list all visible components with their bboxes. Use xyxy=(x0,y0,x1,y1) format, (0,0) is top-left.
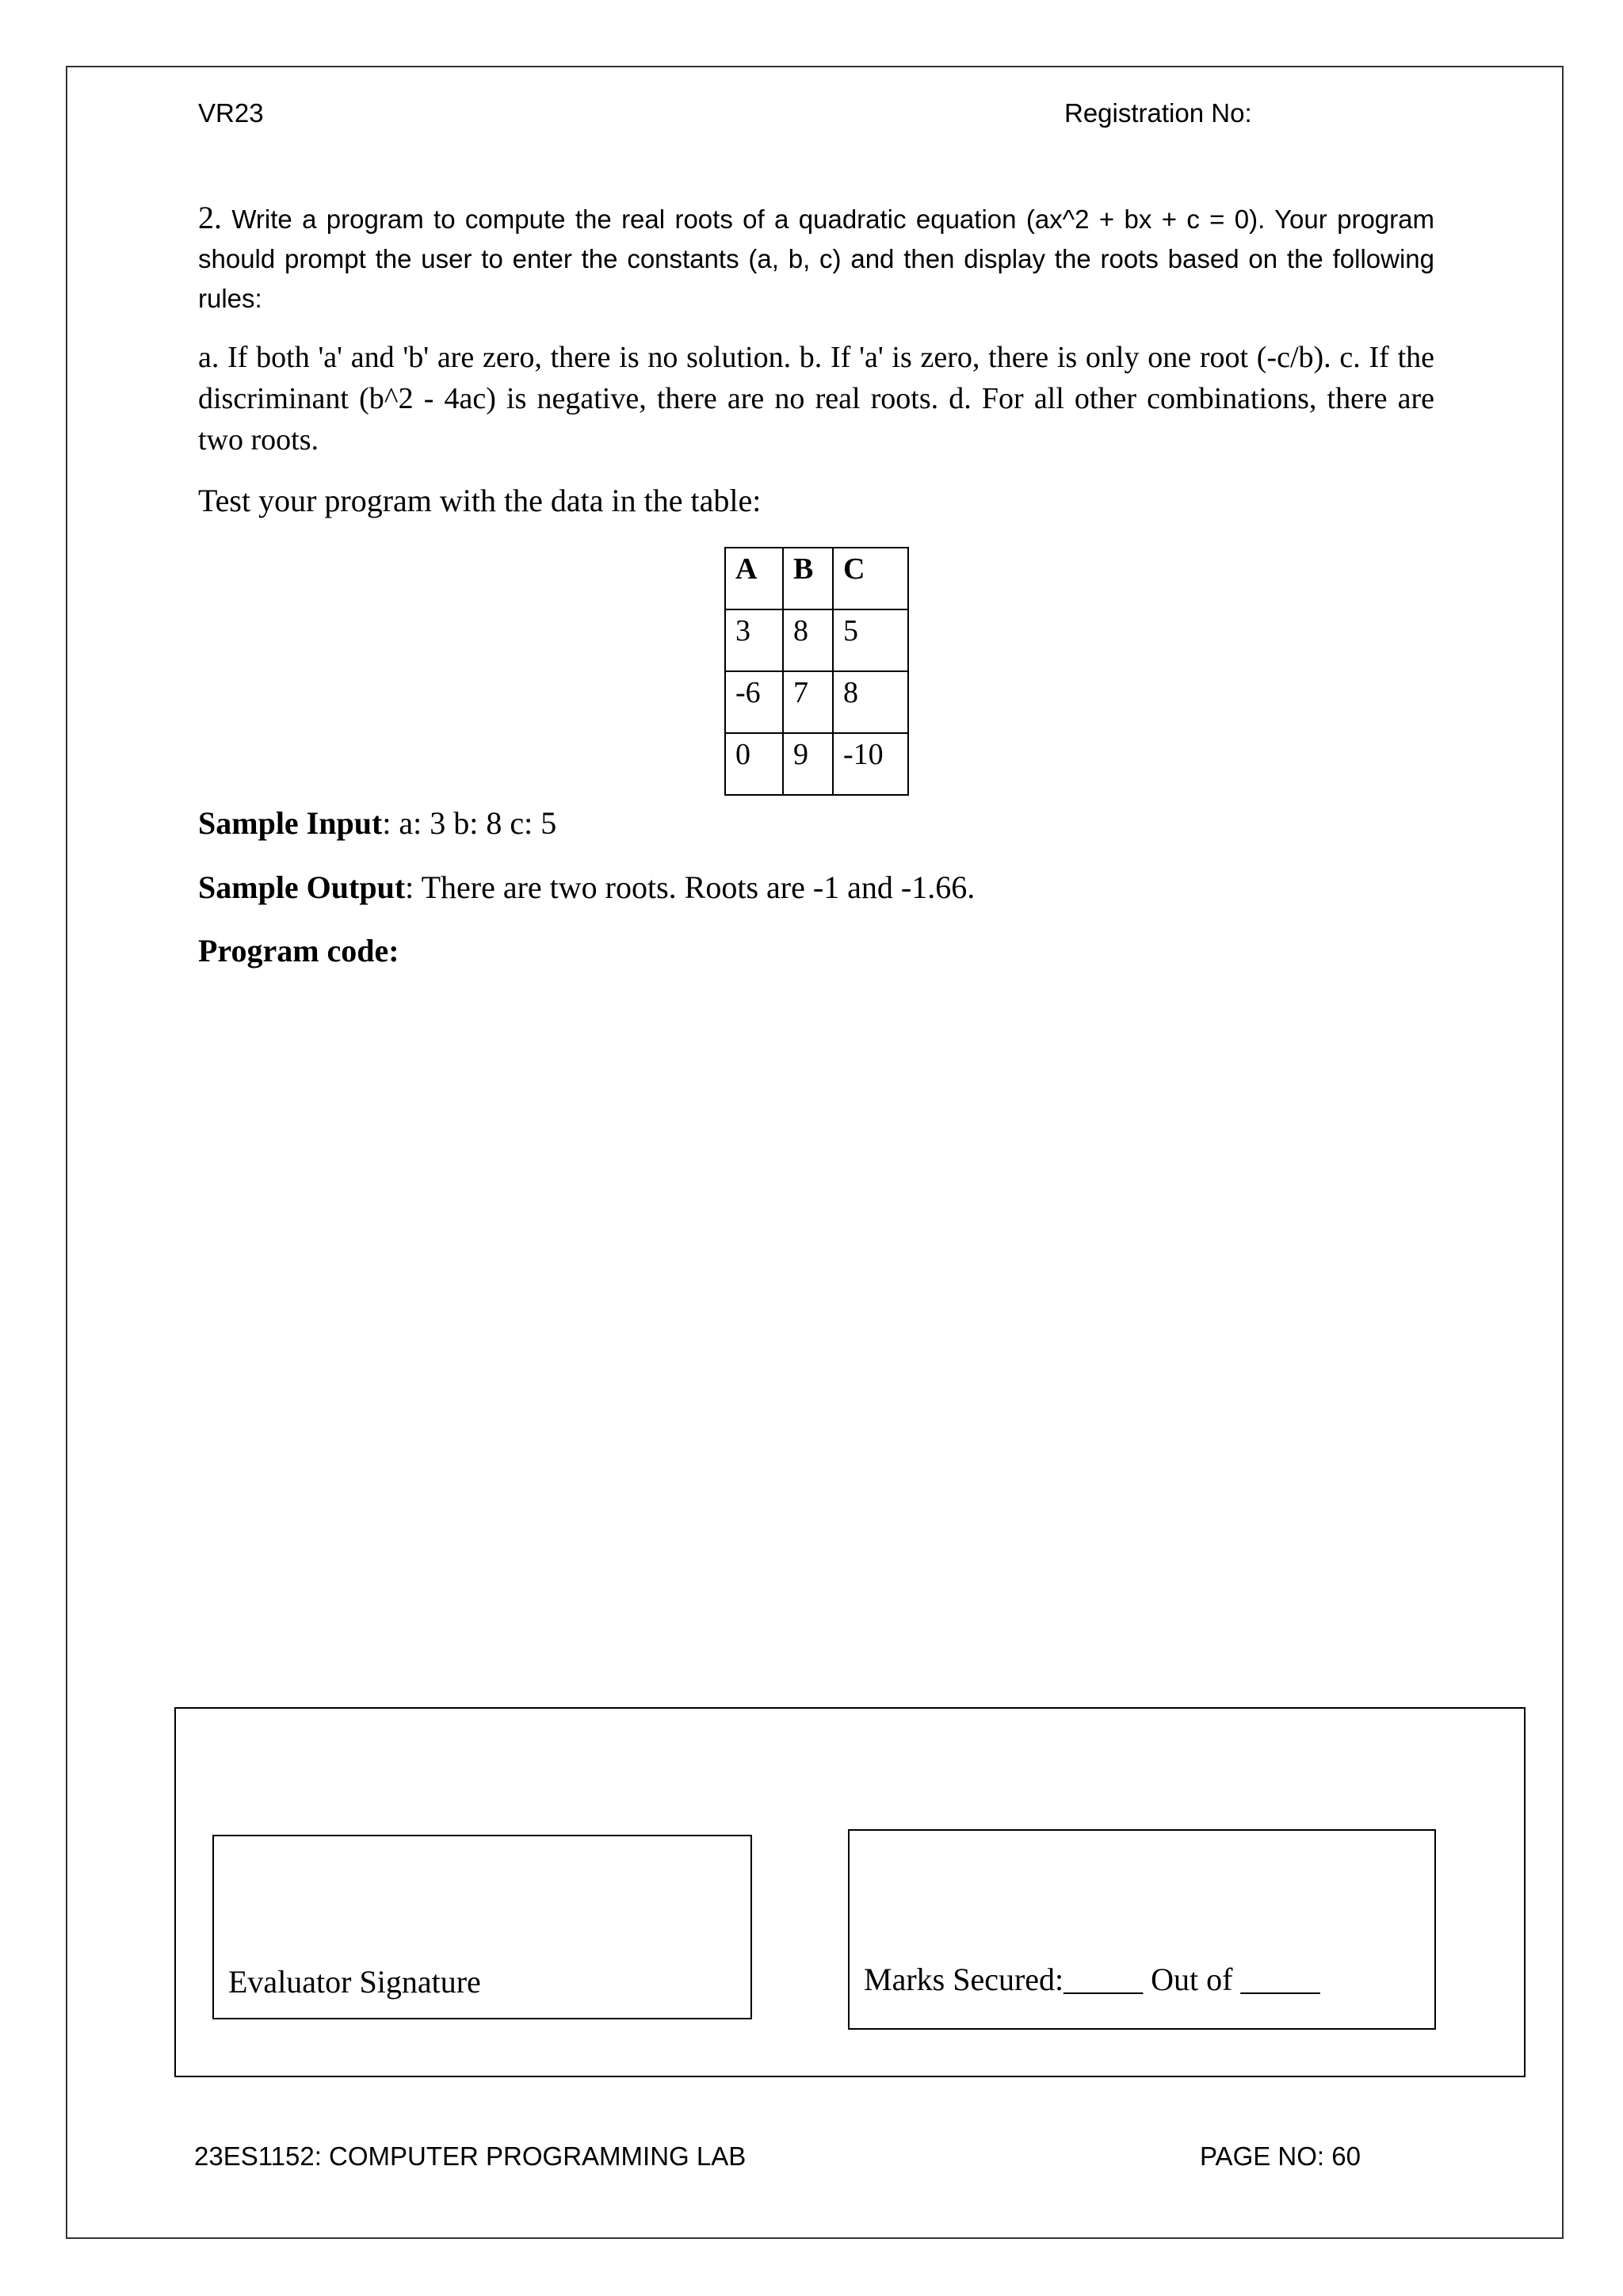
question-rules: a. If both 'a' and 'b' are zero, there is no solution. b. If 'a' is zero, there is only one root (-c/b). c. If the discriminant (b^2 - 4ac) is negative, there are no real roots. d. For all other combinations, there are two roots. xyxy=(198,341,1434,457)
table-cell: 5 xyxy=(833,609,908,671)
table-row xyxy=(725,609,908,671)
signature-label: Evaluator Signature xyxy=(228,1964,481,2000)
question-number: 2. xyxy=(198,200,222,235)
marks-label: Marks Secured:_____ Out of _____ xyxy=(864,1962,1320,1997)
question-body: Write a program to compute the real roots of a quadratic equation (ax^2 + bx + c = 0). Your program should prompt the user to enter the constants (a, b, c) and then display the roots based on the following rules: xyxy=(198,204,1434,313)
sample-output-value: : There are two roots. Roots are -1 and -1.66. xyxy=(405,869,976,905)
sample-output-label: Sample Output xyxy=(198,869,406,905)
table-cell: -10 xyxy=(833,733,908,795)
test-instruction: Test your program with the data in the table: xyxy=(198,483,762,518)
sample-input xyxy=(198,804,556,842)
table-cell: 7 xyxy=(783,671,833,733)
sample-input-value: : a: 3 b: 8 c: 5 xyxy=(382,805,557,841)
signature-box xyxy=(212,1835,752,2019)
table-cell: 0 xyxy=(725,733,783,795)
table-header-row xyxy=(725,548,908,609)
sample-output xyxy=(198,869,975,906)
footer-course: 23ES1152: COMPUTER PROGRAMMING LAB xyxy=(194,2141,747,2171)
program-code-heading: Program code: xyxy=(198,933,399,968)
table-header-cell: B xyxy=(783,548,833,609)
table-cell: 8 xyxy=(833,671,908,733)
table-cell: 8 xyxy=(783,609,833,671)
registration-label: Registration No: xyxy=(1064,98,1252,128)
table-header-cell: C xyxy=(833,548,908,609)
table-header-cell: A xyxy=(725,548,783,609)
table-row xyxy=(725,733,908,795)
marks-box xyxy=(848,1829,1436,2030)
table-cell: 9 xyxy=(783,733,833,795)
test-data-table xyxy=(724,547,909,796)
question-text xyxy=(198,198,1434,319)
table-row xyxy=(725,671,908,733)
sample-input-label: Sample Input xyxy=(198,805,383,841)
header-code: VR23 xyxy=(198,98,264,128)
table-cell: -6 xyxy=(725,671,783,733)
footer-page-number: PAGE NO: 60 xyxy=(1200,2141,1361,2171)
table-cell: 3 xyxy=(725,609,783,671)
